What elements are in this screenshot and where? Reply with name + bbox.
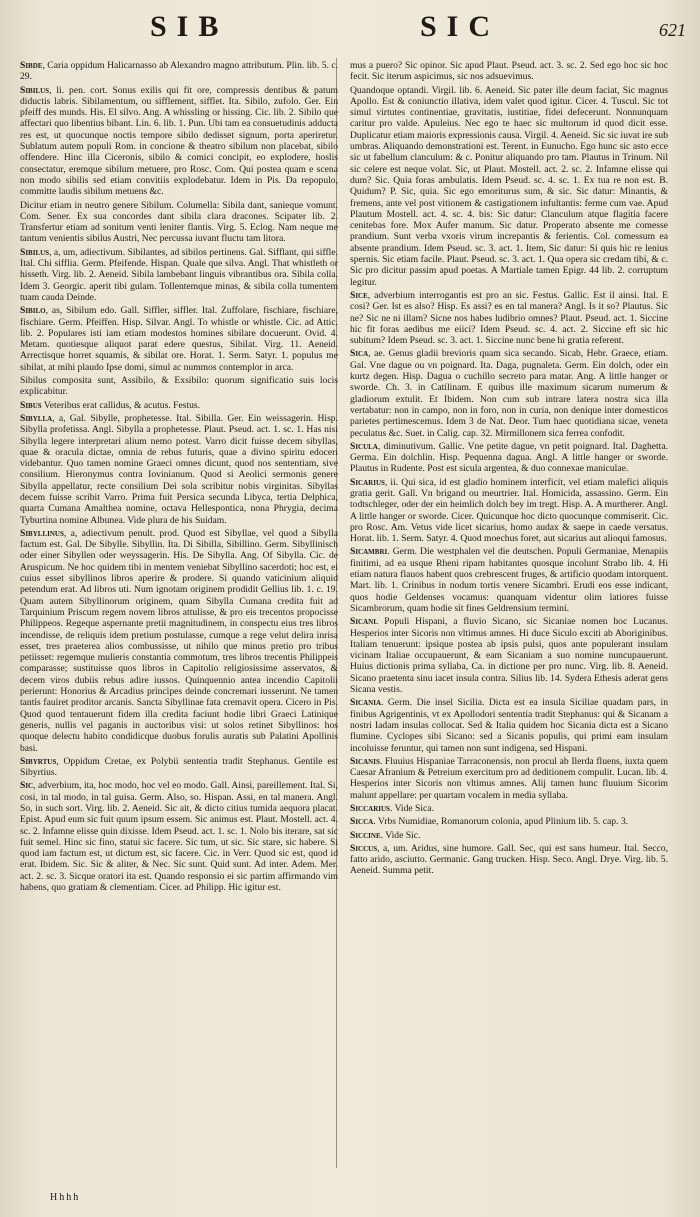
entry-headword: Sibylla [20,412,53,424]
entry-text: , Oppidum Cretae, ex Polybii sententia tradit Stephanus. Gentile est Sibyrtius. [20,755,338,779]
signature-mark: Hhhh [50,1192,81,1203]
entry-headword: Sicambri [350,546,388,558]
dictionary-entry [350,616,668,695]
entry-paragraph [20,247,338,303]
entry-text: , a, Gal. Sibylle, prophetesse. Ital. Sibilla. Ger. Ein weissagerin. Hisp. Sibylla profetissa. Angl. Sibylla a prophetesse. Plaut. Pseud. act. 1. sc. 1. Has nisi Sibylla legere interpretari alium nemo potest. Varro dicit fuisse decem sibyllas, quae & oracula dictae, omnia de rebus futuris, quae a divino spiritu edoceri videbantur. Quo tamen nomine Graeci omnes dicunt, quod nos sententiam, sive consilium. Hieronymus contra Iovinianum. Quod si Aeolici sermonis genere Sibylla appellatur, recte consilium Dei sola scribitur nobis virginitas. Sibyllas decem fuisse scribit Varro. Prima fuit Persica secunda Libyca, tertia Delphica, quarta Cumana Amalthea nomine, octava Hellespontica, nona Phrygia, decima Tyburtina nomine Albunea. Vide plura de his Suidam. [20,412,338,526]
entry-text: Dicitur etiam in neutro genere Sibilum. Columella: Sibila dant, sanieque vomunt. Com. Sener. Ex sua concordes dant sibila clara dracones. Scipater lib. 2. Transfertur etiam ad sonitum venti leniter flantis. Virg. 5. Eclog. Nam neque me tantum venientis sibilus Austri, Nec percussa iuvant fluctu tam litora. [20,199,338,245]
entry-text: mus a puero? Sic opinor. Sic apud Plaut. Pseud. act. 3. sc. 2. Sed ego hoc sic hoc fecit. Sic iterum aspicimus, sic nos adsuevimus. [350,60,668,83]
entry-text: Quandoque optandi. Virgil. lib. 6. Aeneid. Sic pater ille deum faciat, Sic magnus Apollo. Est & coniunctio illativa, idem valet quod igitur. Cicer. 4. Tuscul. Sic tot simul virtutes continentiae, gravitatis, iustitiae, fidei defecerunt. Nonnunquam caritur pro valde. Apuleius. Nec ego te haec sic multorum id quod dicit esse. Duplicatur etiam maioris expressionis causa. Virgil. 4. Aeneid. Sic sic iuvat ire sub umbras. Aliquando demonstrationi est. Terent. in Eunucho. Ego hunc sic asto ecce sic ut fabellum clanculum: & c. Ponitur aliquando pro tam. Plautus in Trinum. Nil sic celere est neque volat. Sic, ut Plaut. Mostell. act. 2. sc. 2. Infamne elisse qui dum? Sic. Quia foras ambulatis. Idem Pseud. sc. 4. sc. 1. Ex tua re non est. B. Quidum? P. Sic, quia. Sic ego emoriturus sum, & sic. Sic datur: Minantis, & fremens, ante vel post vitionem & castigationem infultantis: ferme cum vae. Apud Plautum Mostell. act. 4. sc. 4. bis: Sic datur: Clanculum atque flagitia facere cenitebas fore. Mox Aufer manum. Sic datur. Properato absente me comesse prandium. Sunt verba vxoris virum increpantis & ferientis. Col. comessum ea absente prandium. Idem Pseud. sc. 3. act. 1. Item, Sic datur: Si quis hic re lenius spernis. Sic etiam facile. Plaut. Pseud. sc. 3. act. 1. Qua opera sic credam tibi, & c. Sic pro dicitur passim apud poetas. A Martiale tamen Epigr. 44 lib. 2. corruptum legitur. [350,84,668,288]
entry-headword: Siccine [350,829,381,841]
entry-paragraph [20,413,338,526]
entry-text: , a, um. Aridus, sine humore. Gall. Sec, qui est sans humeur. Ital. Secco, fatto arido, asciutto. Germanic. Gang trucken. Hisp. Seco. Angl. Drye. Virg. lib. 5. Aeneid. Summa petit. [350,842,668,877]
entry-text: . Vide Sica. [389,803,434,814]
entry-headword: Sibilo [20,305,46,317]
dictionary-entry [350,60,668,83]
dictionary-entry [20,528,338,754]
dictionary-entry [20,400,338,411]
entry-paragraph [20,780,338,893]
entry-text: , ii. Qui sica, id est gladio hominem interficit, vel etiam malefici aliquis gratia gerit. Gall. Vn brigand ou meurtrier. Ital. Homicida, assassino. Germ. Ein todtschleger, oder der ein heimlich dolch bey im tregt. Hisp. A. A murtherer. Angl. A little hanger or sworde. Cicer. Quicunque hoc dicto quocunque commiserit. Cic. pro Rosc. Am. Vetus vide licet sicarius, homo audax & saepe in caede versatus. Horat. lib. 1. Serm. Satyr. 4. Quod moechus foret, aut sicarius aut alioqui famosus. [350,476,668,545]
entry-text: , ae. Genus gladii brevioris quam sica secando. Sicab, Hebr. Graece, etiam. Gal. Vne dague ou vn poignard. Ita. Daga, pugnaleta. Germ. Ein dolch, oder ein kurtz degen. Hisp. Dagua o cuchillo secreto para matar. Ang. A little hanger or sworde. Ch. 3. in Catilinam. E quibus ille maximum sicarum numerum & gladiorum extulit. Et Ibidem. Non cum sub intrare latera nostra sica illa vertabatur: non in campo, non in foro, non in curia, non denique inter domesticos parietes pertimescemus. Idem 3 de Nat. Deor. Tum haec quotidiana sicae, veneta peculatus &c. Suet. in Calig. cap. 32. Mirmillonem sica ferrea confodit. [350,348,668,439]
dictionary-entry [20,375,338,398]
entry-text: , a, um, adiectivum. Sibilantes, ad sibilos pertinens. Gal. Sifflant, qui siffle. Ital. Chi sifflia. Germ. Pfeifende. Hispan. Quale que silva. Angl. That whistleth or hisseth. Virg. lib. 2. Aeneid. Sibila lambebant linguis vibrantibus ora. Sibila colla. Idem 3. Georgic. aperit tibi gulam. Tollentemque minas, & sibila colla tumentem tuam cauda Deinde. [20,246,338,303]
dictionary-entry [350,546,668,614]
entry-paragraph [350,477,668,545]
dictionary-entry [350,816,668,827]
entry-headword: Sibyrtus [20,755,57,767]
entry-headword: Sibde [20,60,43,71]
entry-paragraph [20,85,338,198]
dictionary-entry [350,756,668,801]
entry-headword: Sicani [350,616,376,628]
entry-paragraph [350,803,668,814]
entry-text: , adverbium interrogantis est pro an sic. Festus. Gallic. Est il ainsi. Ital. E cosi? Ger. Ist es also? Hisp. Es assi? es en tal manera? Angl. Is it so? Plautus. Sic ne? Sic ne ni illam? Sicne nos habes ludibrio omnes? Plaut. Pseud. act. 1. Siccine hic fit foras aedibus me eiici? Idem Pseud. sc. 4. act. 2. Siccine eft sic hic subitum? Idem Pseud. sc. 3. act. 1. Siccine nunc bene hi gratia referent. [350,289,668,347]
entry-headword: Sicanis [350,755,380,767]
entry-paragraph [20,400,338,411]
entry-headword: Sice [350,289,368,301]
entry-headword: Sibilus [20,246,50,258]
entry-text: , as, Sibilum edo. Gall. Siffler, siffler. Ital. Zuffolare, fischiare, fischiare, fischiare. Germ. Pfeiffen. Hisp. Silvar. Angl. To whistle or whistle. Cic. ad Attic. lib. 2. Populares isti iam etiam modestos homines sibilare docuerunt. Ovid. 4. Metam. quotiesque aliquot parat edere questus, Sibilat. Virg. 11. Aeneid. Arrectisque horret squamis, & sibilat ore. Horat. 1. Serm. Satyr. 1. populus me sibilat, at mihi plaudo Ipse domi, simul ac nummos contemplor in arca. [20,305,338,373]
dictionary-entry [20,85,338,198]
entry-paragraph [350,843,668,877]
dictionary-entry [350,441,668,475]
dictionary-entry [350,843,668,877]
entry-headword: Sibyllinus [20,527,64,539]
entry-text: , li. pen. cort. Sonus exilis qui fit ore, compressis dentibus & patum diductis labris. Sibilamentum, ou sifflement, sifflet. Ita. Sibilo, zufolo. Ger. Ein pfeiff des munds. His. El silvo. Ang. A whissling or hissing. Cic. lib. 2. Sibilo que affectari quo libentius bibant. Lin. 6. lib. 1. Pun. Ubi tam ea consuetudinis adducta res est, ut quocunque noctis tempore sibilo dedisset signum, porta aperiretur. Sublatum autem populi Rom. in concione & theatro sibilum non placebat, sibilo offendere. Hinc illa Ciceronis, sibilo & comici concipit, eo explodere, hoslis consectatur, eremque sibilum metuere, pro Rosc. Com. Qui postea quam e scena non modo sibilis sed etiam convitiis explodebatur. Idem in Pis. Da repopulo, committe laudis sibilum metuens &c. [20,84,338,198]
entry-headword: Sic [20,780,34,792]
running-head-left: SIB [150,10,229,43]
entry-paragraph [350,290,668,346]
dictionary-entry [20,780,338,893]
entry-paragraph [350,816,668,827]
entry-text: Veteribus erat callidus, & acutus. Festus. [41,399,201,411]
entry-text: . Populi Hispani, a fluvio Sicano, sic Sicaniae nomen hoc Lucanus. Hesperios inter Sicoris non vltimus amnes. Hi duce Siculo exciti ab Aboriginibus. Italiam tenuerunt: ipsique postea ab ipsis pulsi, quos ante populerant insulam vicinam Italiae occupauerunt, & eam Sicaniam a suo nomine nuncupauerunt. Huius dictionis prima syllaba, Ca. in dictione per pro nunc. Virg. lib. 8. Aeneid. Sicano praetenta sinu iacet insula contra. Silius lib. 14. Sydera Ethesis aderat gens Sicana vestis. [350,616,668,696]
entry-headword: Siccus [350,842,378,854]
entry-paragraph [20,305,338,373]
dictionary-entry [350,348,668,438]
dictionary-entry [20,60,338,83]
entry-headword: Sicula [350,440,378,452]
dictionary-entry [350,830,668,841]
entry-text: . Vrbs Numidiae, Romanorum colonia, apud Plinium lib. 5. cap. 3. [373,816,629,828]
entry-text: , a, adiectivum penult. prod. Quod est Sibyllae, vel quod a Sibylla factum est. Gal. De Sibylle. Sibyllin. Ita. Di Sibilla, Sibillino. Germ. Sibyllinisch oder einer Sibyllen oder weyssagerin. His. De Sibylla. Ang. Of Sibylla. Cic. de Aruspicum. Ne hoc quidem tibi in mentem veniebat Sibyllino sacerdoti; hoc est, ei cuius esset sibyllinos libros aperire & prodere. Si quando vaticinium aliquid petendum erat. Ad libros uti. Num ignotam originem prodidit Gellius lib. 1. c. 19. Quam autem Sibyllinorum originem, quam Sibylla Cumana credita fuit ad Tarquinium Priscum regem novem libros attulisse, & pro eis trecentos propocisse Philippeos. Regeque aspernante pretii magnitudinem, in conspectu eius tres libros incendisse, de reliquis idem pretium postulasse, cumque a rege velut delira inrisa esset, tres praeterea alios combussisse, ut nihilo que minus pretio pro tribus petiisset: regemque mulieris constantia commotum, tres libros trecentis Philippeis comparasse; sustituisse quos libros in Capitolio religiosissime asservatos, & decem viros dubiis rebus adire iussos. Quinquennio antea incendio Capitolii perierunt: Honorius & Arcadius principes deinde concremari iusserunt. Ne tamen tantis fauiret proditor arcanis. Sancta Sibyllinae fata cremavit opera. Cicero in Pis. Quod quod tentauerunt fidem illa credita faciunt hodie libri Graeci Latinique generis, nullis vel paganis in auctoribus visi: ut solos retinet Sibyllinos: hos quoque delectu habito condidicque duobus forulis auratis sub Palatini Apollinis basi. [20,527,338,754]
page-number: 621 [659,20,686,40]
entry-headword: Sibus [20,399,42,411]
dictionary-entry [20,756,338,779]
right-column [350,60,668,1180]
entry-text: , diminutivum. Gallic. Vne petite dague, vn petit poignard. Ital. Daghetta. Germa. Ein dolchlin. Hisp. Pequenna dagua. Angl. A little hanger or sworde. Plautus in Rudente. Post est sicula argentea, & duo connexae maniculae. [350,440,668,475]
dictionary-entry [20,413,338,526]
entry-paragraph [20,200,338,245]
running-head-right: SIC [420,10,501,43]
entry-headword: Sicca [350,816,374,828]
entry-text: . Vide Sic. [380,829,421,841]
entry-headword: Sica [350,348,369,360]
entry-text: . Fluuius Hispaniae Tarraconensis, non procul ab Ilerda fluens, iuxta quem Caesar Afranium & Petreium exercitum pro ad deditionem compulit. Lucan. lib. 4. Hesperios inter Sicoris non vltimus amnes. Alij tamen hunc fluuium Sicorim malunt appellare: per quartam vocalem in media syllaba. [350,755,668,801]
running-head [0,6,700,50]
entry-paragraph [350,616,668,695]
entry-headword: Siccarius [350,803,390,814]
entry-paragraph [350,348,668,438]
entry-paragraph [350,441,668,475]
entry-paragraph [350,830,668,841]
entry-text: , Caria oppidum Halicarnasso ab Alexandro magno attributum. Plin. lib. 5. c. 29. [20,60,338,83]
dictionary-entry [350,477,668,545]
entry-paragraph [20,528,338,754]
entry-headword: Sicarius [350,476,385,488]
left-column [20,60,338,1180]
entry-text: . Germ. Die westphalen vel die deutschen. Populi Germaniae, Menapiis finitimi, ad ea usque Rheni ripam habitantes quosque incolunt Strabo lib. 4. Hi etiam natura flauos habent quos crebrescent fruges, & artificio quodam intorquent. Mart. lib. 1. Crinibus in nodum tortis venere Sicambri. Erudi eos esse indicant, quos hodie Geldenses vocamus: quanquam videntur olim latiores fuisse Sicambrorum, quam hodie sit fines Geldrensium termini. [350,546,668,614]
entry-headword: Sibilus [20,84,50,96]
entry-text: . Germ. Die insel Sicilia. Dicta est ea insula Siciliae quadam pars, in finibus Agrigentinis, vt ex Apollodori sententia tradit Stephanus: qui & Sicanam a nostri Iadam insulas collocat. Sed & Italia quidem hoc Sicania dicta est a Sicano flumine. Cyclopes sibi Sicano: sed a Sicanis populis, qui primi eam insulam incoluisse feruntur, qui tamen non sunt indigena, sed Hispani. [350,697,668,754]
entry-paragraph [20,60,338,83]
entry-text: , adverbium, ita, hoc modo, hoc vel eo modo. Gall. Ainsi, pareillement. Ital. Si, cosi, in tal modo, in tal guisa. Germ. Also, so. Hispan. Assi, en tal manera. Angl. So, in such sort. Virg. lib. 2. Aeneid. Sic ait, & dicto citius tumida aequora placat. Epist. Apud eum sic fuit quum ipsum essem. Sic animus est. Plaut. Mostell. act. 4. sc. 2. Infamne elisse quin dixisse. Idem Pseud. act. 1. sc. 1. Nolo bis iterare, sat sic fuit semel. Hinc sic fino, statui sic facere. Sic tum, ut sic. Sic stare, sic habere. Si quod iam factum est, ut dictum est, sic facere. Cic. in Verr. Quod sic est, quod id erat. Ibidem. Sic. Sic & aliter, & Nec. Sic sunt. Quid sunt. Ad inter. Adem. Mer. act. 2. sc. 3. Sicque oratori ita est. Quando responsio ei sic partim affirmando vim habens, quo gratiam & clementiam. Cicer. ad Philipp. Hic igitur est. [20,780,338,894]
dictionary-entry [350,290,668,346]
entry-paragraph [350,60,668,83]
dictionary-entry [20,200,338,245]
entry-paragraph [20,375,338,398]
entry-paragraph [350,697,668,753]
entry-text: Sibilus composita sunt, Assibilo, & Exsibilo: quorum significatio suis locis explicabitur. [20,375,338,398]
dictionary-entry [20,247,338,303]
dictionary-entry [20,305,338,373]
entry-paragraph [350,756,668,801]
entry-paragraph [350,85,668,288]
dictionary-entry [350,85,668,288]
dictionary-entry [350,803,668,814]
dictionary-entry [350,697,668,753]
entry-headword: Sicania [350,697,382,709]
entry-paragraph [350,546,668,614]
entry-paragraph [20,756,338,779]
